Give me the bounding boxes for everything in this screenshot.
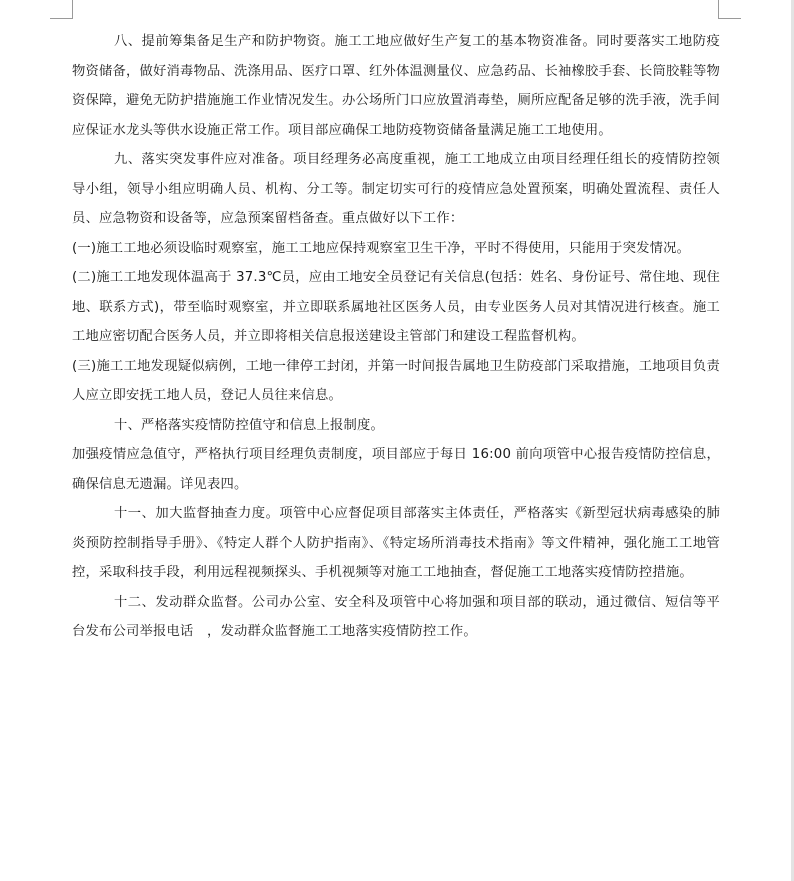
margin-corner-top-right [718,0,741,19]
paragraph-section-10-detail[interactable]: 加强疫情应急值守，严格执行项目经理负责制度，项目部应于每日 16:00 前向项管中心报告疫情防控信息，确保信息无遗漏。详见表四。 [72,447,720,492]
paragraph-section-8[interactable]: 八、提前筹集备足生产和防护物资。施工工地应做好生产复工的基本物资准备。同时要落实工地防疫物资储备，做好消毒物品、洗涤用品、医疗口罩、红外体温测量仪、应急药品、长袖橡胶手套、长筒胶鞋等物资保障，避免无防护措施施工作业情况发生。办公场所门口应放置消毒垫，厕所应配备足够的洗手液，洗手间应保证水龙头等供水设施正常工作。项目部应确保工地防疫物资储备量满足施工工地使用。 [72,34,720,138]
paragraph-section-10[interactable]: 十、严格落实疫情防控值守和信息上报制度。 [114,417,384,433]
paragraph-section-9-item-1[interactable]: (一)施工工地必须设临时观察室，施工工地应保持观察室卫生干净，平时不得使用，只能用于突发情况。 [72,240,691,256]
margin-corner-top-left [50,0,73,19]
paragraph-section-12[interactable]: 十二、发动群众监督。公司办公室、安全科及项管中心将加强和项目部的联动，通过微信、短信等平台发布公司举报电话 ，发动群众监督施工工地落实疫情防控工作。 [72,594,720,639]
paragraph-section-11[interactable]: 十一、加大监督抽查力度。项管中心应督促项目部落实主体责任，严格落实《新型冠状病毒感染的肺炎预防控制指导手册》、《特定人群个人防护指南》、《特定场所消毒技术指南》等文件精神，强化施工工地管控，采取科技手段，利用远程视频探头、手机视频等对施工工地抽查，督促施工工地落实疫情防控措施。 [72,506,720,580]
paragraph-section-9-item-2[interactable]: (二)施工工地发现体温高于 37.3℃员，应由工地安全员登记有关信息(包括：姓名、身份证号、常住地、现住地、联系方式)，带至临时观察室，并立即联系属地社区医务人员，由专业医务人员对其情况进行核查。施工工地应密切配合医务人员，并立即将相关信息报送建设主管部门和建设工程监督机构。 [72,270,720,344]
paragraph-section-9-item-3[interactable]: (三)施工工地发现疑似病例，工地一律停工封闭，并第一时间报告属地卫生防疫部门采取措施，工地项目负责人应立即安抚工地人员，登记人员往来信息。 [72,358,720,403]
paragraph-section-9[interactable]: 九、落实突发事件应对准备。项目经理务必高度重视，施工工地成立由项目经理任组长的疫情防控领导小组，领导小组应明确人员、机构、分工等。制定切实可行的疫情应急处置预案，明确处置流程、责任人员、应急物资和设备等，应急预案留档备查。重点做好以下工作： [72,152,720,226]
document-body[interactable] [72,27,720,647]
